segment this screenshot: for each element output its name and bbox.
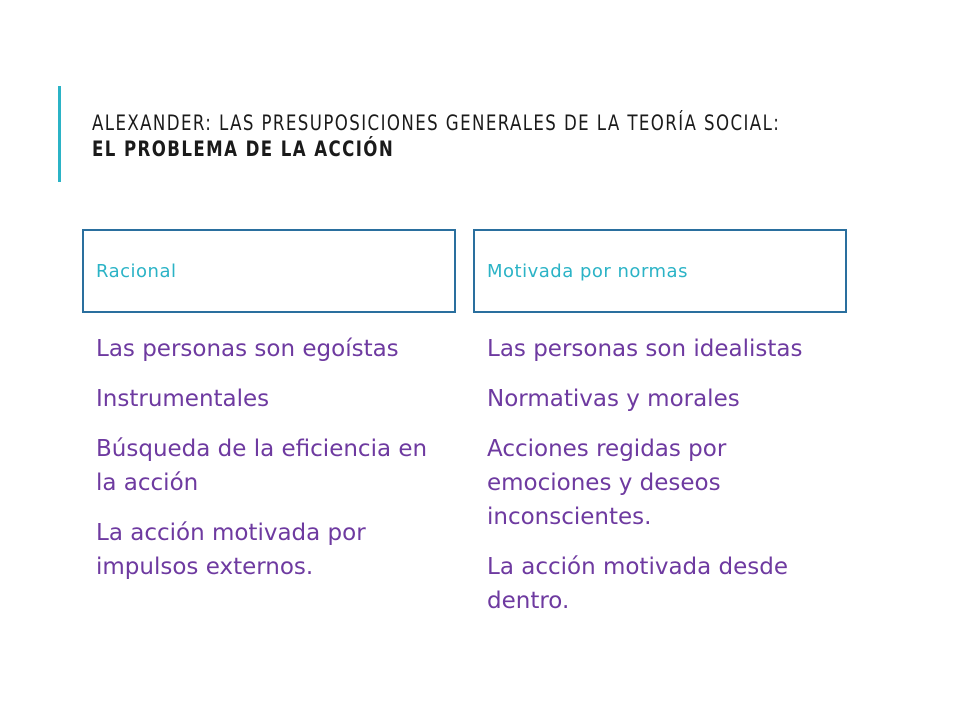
list-item: Las personas son idealistas <box>487 336 803 362</box>
column-header-motivada-por-normas <box>473 229 847 313</box>
column-header-racional <box>82 229 456 313</box>
list-item: Normativas y morales <box>487 386 740 412</box>
list-item: Búsqueda de la eficiencia en la acción <box>96 436 428 496</box>
list-item: Instrumentales <box>96 386 270 412</box>
column-list-motivada-por-normas <box>487 332 837 634</box>
list-item: La acción motivada desde dentro. <box>487 554 789 614</box>
slide-title-line-2: EL PROBLEMA DE LA ACCIÓN <box>92 137 395 161</box>
list-item: Las personas son egoístas <box>96 336 399 362</box>
list-item: Acciones regidas por emociones y deseos inconscientes. <box>487 436 727 530</box>
column-list-racional <box>96 332 446 600</box>
list-item: La acción motivada por impulsos externos. <box>96 520 366 580</box>
column-header-label: Motivada por normas <box>487 260 688 282</box>
slide-title-line-1: ALEXANDER: LAS PRESUPOSICIONES GENERALES DE LA TEORÍA SOCIAL: <box>92 111 781 135</box>
title-accent-bar <box>58 86 61 182</box>
slide-title <box>92 110 932 162</box>
column-header-label: Racional <box>96 260 177 282</box>
